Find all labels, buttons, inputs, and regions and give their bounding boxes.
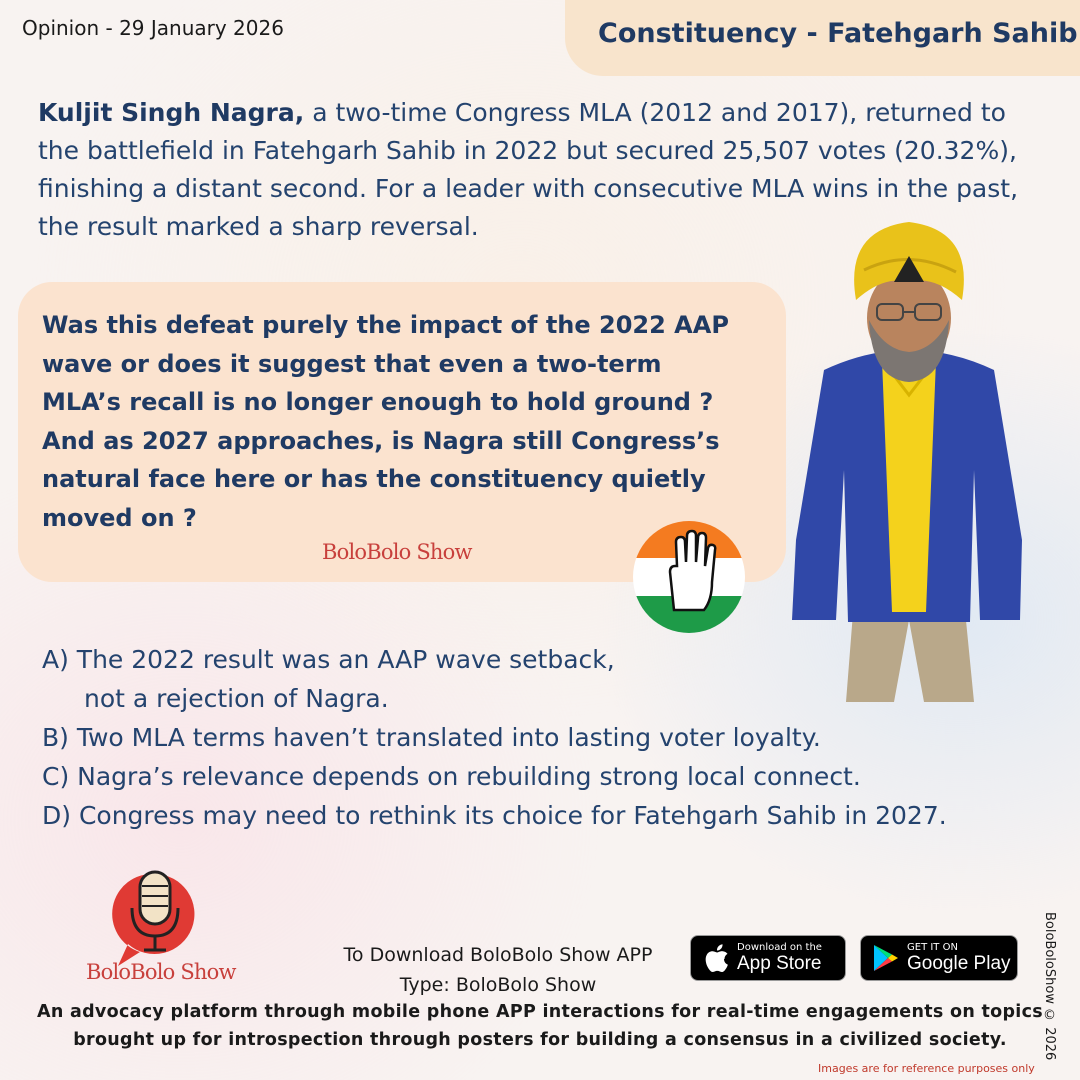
option-c: C) Nagra’s relevance depends on rebuilding strong local connect. xyxy=(42,762,861,791)
option-b: B) Two MLA terms haven’t translated into lasting voter loyalty. xyxy=(42,723,821,752)
brand-logo-text: BoloBolo Show xyxy=(86,960,236,984)
option-a-line1: A) The 2022 result was an AAP wave setback, xyxy=(42,645,615,674)
image-disclaimer: Images are for reference purposes only xyxy=(818,1062,1035,1075)
google-play-icon xyxy=(873,944,899,972)
gplay-big-text: Google Play xyxy=(907,952,1011,974)
congress-hand-logo-icon xyxy=(632,520,746,634)
appstore-small-text: Download on the xyxy=(737,941,822,953)
platform-tagline: An advocacy platform through mobile phone APP interactions for real-time engagements on topics brought up for introspection through posters for building a consensus in a civilized society. xyxy=(36,1002,1043,1050)
gplay-small-text: GET IT ON xyxy=(907,941,958,953)
copyright-text: BoloBoloShow © 2026 xyxy=(1042,912,1057,1061)
appstore-big-text: App Store xyxy=(737,952,822,974)
download-line2: Type: BoloBolo Show xyxy=(399,974,597,996)
question-text: Was this defeat purely the impact of the 2022 AAP wave or does it suggest that even a two-term MLA’s recall is no longer enough to hold ground ? And as 2027 approaches, is Nagra still Congress’s natural face here or has the constituency quietly moved on ? xyxy=(42,311,729,532)
watermark-brand: BoloBolo Show xyxy=(322,540,472,564)
option-a-line2: not a rejection of Nagra. xyxy=(84,684,389,713)
google-play-button[interactable] xyxy=(860,935,1018,981)
download-instructions xyxy=(320,940,676,1000)
option-d: D) Congress may need to rethink its choice for Fatehgarh Sahib in 2027. xyxy=(42,801,947,830)
apple-icon xyxy=(705,944,729,972)
date-label: Opinion - 29 January 2026 xyxy=(22,16,284,40)
intro-text: a two-time Congress MLA (2012 and 2017), returned to the battlefield in Fatehgarh Sahib in 2022 but secured 25,507 votes (20.32%), finishing a distant second. For a leader with consecutive MLA wins in the past, the result marked a sharp reversal. xyxy=(38,98,1019,241)
answer-options xyxy=(42,640,1042,835)
constituency-title: Constituency - Fatehgarh Sahib xyxy=(598,18,1078,49)
candidate-photo xyxy=(784,220,1034,702)
app-store-button[interactable] xyxy=(690,935,846,981)
download-line1: To Download BoloBolo Show APP xyxy=(343,944,653,966)
microphone-logo-icon xyxy=(108,866,202,970)
candidate-name: Kuljit Singh Nagra, xyxy=(38,98,305,127)
